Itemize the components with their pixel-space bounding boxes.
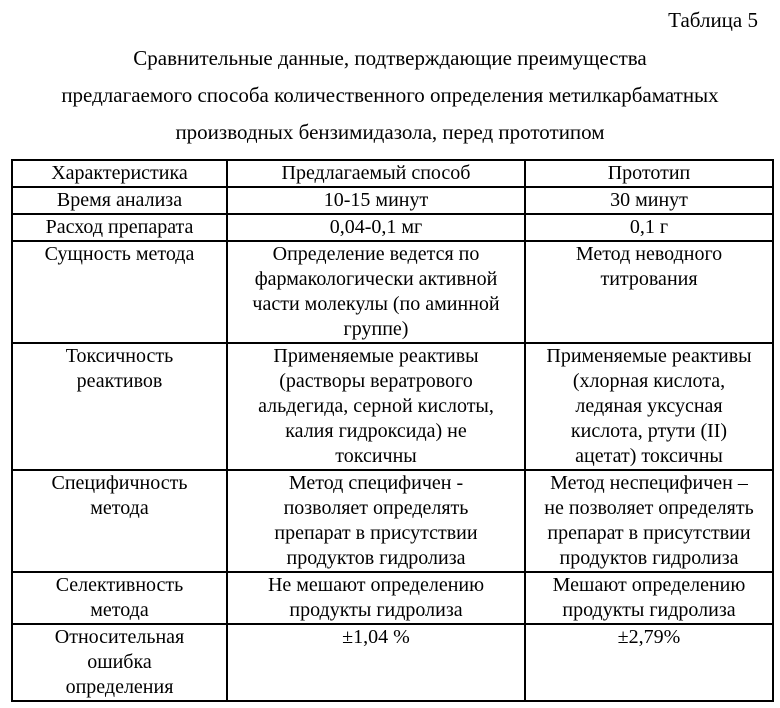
- table-row: [12, 470, 773, 572]
- cell-text-line: не позволяет определять: [544, 497, 754, 519]
- cell-proposed-method: [227, 343, 525, 470]
- cell-text-line: реактивов: [76, 370, 163, 392]
- cell-prototype: [525, 624, 773, 701]
- cell-text-line: Не мешают определению: [267, 574, 485, 596]
- table-row: [12, 343, 773, 470]
- table-caption: [0, 40, 780, 151]
- cell-text-line: метода: [90, 599, 149, 621]
- cell-text-line: группе): [343, 318, 409, 340]
- cell-text-line: ледяная уксусная: [575, 395, 723, 417]
- cell-characteristic: [12, 470, 227, 572]
- cell-text-line: продуктов гидролиза: [286, 547, 466, 569]
- cell-characteristic: [12, 572, 227, 624]
- cell-prototype: [525, 214, 773, 241]
- table-row: [12, 572, 773, 624]
- cell-text-line: токсичны: [335, 445, 417, 467]
- cell-text-line: Время анализа: [56, 189, 183, 211]
- cell-text-line: Селективность: [55, 574, 184, 596]
- cell-text-line: Специфичность: [51, 472, 188, 494]
- cell-text-line: фармакологически активной: [254, 268, 498, 290]
- cell-text-line: 30 минут: [610, 189, 688, 211]
- cell-characteristic: [12, 343, 227, 470]
- cell-proposed-method: [227, 572, 525, 624]
- cell-text-line: ±1,04 %: [342, 626, 410, 648]
- table-row: [12, 214, 773, 241]
- cell-characteristic: [12, 241, 227, 343]
- cell-text-line: препарат в присутствии: [547, 522, 751, 544]
- table-row: [12, 624, 773, 701]
- cell-text-line: Метод неспецифичен –: [550, 472, 748, 494]
- cell-text-line: 0,1 г: [629, 216, 669, 238]
- header-prototype: Прототип: [525, 160, 773, 187]
- cell-text-line: альдегида, серной кислоты,: [258, 395, 494, 417]
- cell-text-line: Определение ведется по: [272, 243, 480, 265]
- header-proposed-method: Предлагаемый способ: [227, 160, 525, 187]
- cell-text-line: калия гидроксида) не: [285, 420, 467, 442]
- cell-text-line: определения: [65, 676, 174, 698]
- cell-text-line: ошибка: [87, 651, 152, 673]
- cell-characteristic: [12, 187, 227, 214]
- cell-characteristic: [12, 624, 227, 701]
- cell-proposed-method: [227, 241, 525, 343]
- cell-text-line: позволяет определять: [283, 497, 469, 519]
- cell-proposed-method: [227, 470, 525, 572]
- cell-text-line: продуктов гидролиза: [559, 547, 739, 569]
- cell-prototype: [525, 572, 773, 624]
- cell-text-line: продукты гидролиза: [562, 599, 736, 621]
- cell-text-line: Мешают определению: [552, 574, 746, 596]
- cell-prototype: [525, 343, 773, 470]
- cell-prototype: [525, 241, 773, 343]
- table-number-label: Таблица 5: [668, 8, 758, 32]
- cell-text-line: ацетат) токсичны: [575, 445, 723, 467]
- cell-text-line: Метод неводного: [575, 243, 723, 265]
- cell-text-line: Применяемые реактивы: [546, 345, 752, 367]
- caption-line: производных бензимидазола, перед прототипом: [175, 120, 605, 144]
- cell-text-line: продукты гидролиза: [289, 599, 463, 621]
- cell-text-line: ±2,79%: [617, 626, 681, 648]
- cell-text-line: кислота, ртути (II): [570, 420, 728, 442]
- cell-text-line: Применяемые реактивы: [273, 345, 479, 367]
- cell-prototype: [525, 187, 773, 214]
- cell-text-line: (растворы вератрового: [279, 370, 473, 392]
- cell-text-line: метода: [90, 497, 149, 519]
- cell-text-line: титрования: [600, 268, 698, 290]
- cell-text-line: 10-15 минут: [323, 189, 429, 211]
- cell-prototype: [525, 470, 773, 572]
- cell-text-line: Метод специфичен -: [288, 472, 464, 494]
- cell-text-line: Токсичность: [65, 345, 174, 367]
- cell-proposed-method: [227, 187, 525, 214]
- table-row: [12, 187, 773, 214]
- table-row: [12, 241, 773, 343]
- cell-text-line: препарат в присутствии: [274, 522, 478, 544]
- caption-line: Сравнительные данные, подтверждающие преимущества: [133, 46, 647, 70]
- cell-proposed-method: [227, 214, 525, 241]
- cell-characteristic: [12, 214, 227, 241]
- comparison-table: [11, 159, 774, 702]
- cell-text-line: 0,04-0,1 мг: [329, 216, 423, 238]
- cell-text-line: Расход препарата: [45, 216, 194, 238]
- caption-line: предлагаемого способа количественного определения метилкарбаматных: [61, 83, 719, 107]
- table-header-row: [12, 160, 773, 187]
- cell-text-line: Относительная: [54, 626, 185, 648]
- cell-text-line: части молекулы (по аминной: [252, 293, 500, 315]
- cell-text-line: (хлорная кислота,: [572, 370, 726, 392]
- cell-proposed-method: [227, 624, 525, 701]
- header-characteristic: Характеристика: [12, 160, 227, 187]
- cell-text-line: Сущность метода: [44, 243, 195, 265]
